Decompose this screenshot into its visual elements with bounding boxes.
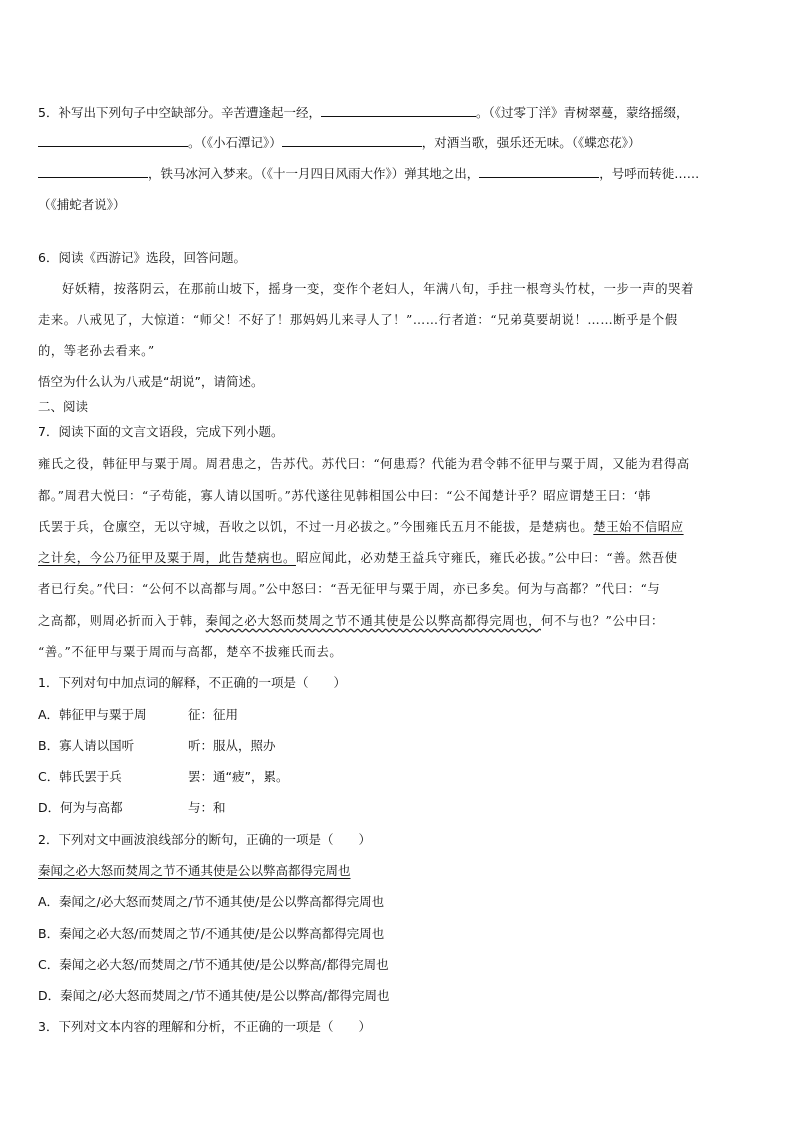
q5-text: ，号呼而转徙…… <box>599 166 700 181</box>
q5-line-1 <box>38 104 688 122</box>
passage-text: 昭应闻此，必劝楚王益兵守雍氏，雍氏必拔。”公中曰：“善。然吾使 <box>295 551 678 565</box>
underlined-sentence: 之计矣，今公乃征甲及粟于周，此告楚病也。 <box>38 551 296 565</box>
q6-passage-line: 的，等老孙去看来。” <box>38 344 155 358</box>
sub3-prompt: 3．下列对文本内容的理解和分析，不正确的一项是（ ） <box>38 1019 371 1034</box>
q5-citation: （《捕蛇者说》） <box>38 197 126 212</box>
answer-blank[interactable] <box>38 165 148 178</box>
passage-text: 氏罢于兵，仓廪空，无以守城，吾收之以饥，不过一月必拔之。”今围雍氏五月不能拔，是楚病也。 <box>38 520 594 534</box>
option-label: A．韩征甲与粟于周 <box>38 707 147 722</box>
option-d[interactable]: D．秦闻之/必大怒而焚周之/节不通其使/是公以弊高/都得完周也 <box>38 988 390 1003</box>
q7-prompt: 7．阅读下面的文言文语段，完成下列小题。 <box>38 424 284 439</box>
q5-text: ，对酒当歌，强乐还无味。（《蝶恋花》） <box>421 135 641 150</box>
option-a[interactable]: A．秦闻之/必大怒而焚周之/节不通其使/是公以弊高都得完周也 <box>38 894 385 909</box>
q5-text: ，铁马冰河入梦来。（《十一月四日风雨大作》）弹其地之出， <box>148 166 480 181</box>
sub2-prompt: 2．下列对文中画波浪线部分的断句，正确的一项是（ ） <box>38 832 371 847</box>
q6-passage-line: 好妖精，按落阴云，在那前山坡下，摇身一变，变作个老妇人，年满八旬，手拄一根弯头竹杖，一步一声的哭着 <box>62 282 694 296</box>
answer-blank[interactable] <box>38 134 188 147</box>
answer-blank[interactable] <box>282 134 422 147</box>
q5-text: 5．补写出下列句子中空缺部分。辛苦遭逢起一经， <box>38 105 321 120</box>
option-c[interactable]: C．秦闻之必大怒/而焚周之/节不通其使/是公以弊高/都得完周也 <box>38 957 389 972</box>
q5-text: 。（《过零丁洋》青树翠蔓，蒙络摇缀， <box>475 105 689 120</box>
option-label: B．寡人请以国听 <box>38 738 135 753</box>
option-definition: 与：和 <box>188 800 226 815</box>
q5-text: 。（《小石潭记》） <box>188 135 282 150</box>
option-a[interactable] <box>38 706 238 724</box>
sub2-sentence: 秦闻之必大怒而焚周之节不通其使是公以弊高都得完周也 <box>38 863 351 878</box>
option-definition: 听：服从，照办 <box>188 738 276 753</box>
option-label: D．何为与高都 <box>38 800 123 815</box>
option-c[interactable] <box>38 768 288 786</box>
option-d[interactable] <box>38 799 226 817</box>
option-definition: 罢：通“疲”，累。 <box>188 769 289 784</box>
q7-passage-line <box>38 549 678 567</box>
q7-passage-line: 雍氏之役，韩征甲与粟于周。周君患之，告苏代。苏代曰：“何患焉？代能为君令韩不征甲与粟于周，又能为君得高 <box>38 457 690 471</box>
answer-blank[interactable] <box>479 165 599 178</box>
q7-passage-line: “善。”不征甲与粟于周而与高都，楚卒不拔雍氏而去。 <box>38 645 343 659</box>
q6-question: 悟空为什么认为八戒是“胡说”，请简述。 <box>38 374 264 389</box>
section-heading: 二、阅读 <box>38 399 89 414</box>
option-label: C．韩氏罢于兵 <box>38 769 122 784</box>
q5-line-3 <box>38 165 699 183</box>
option-b[interactable]: B．秦闻之必大怒/而焚周之节/不通其使/是公以弊高都得完周也 <box>38 926 385 941</box>
passage-text: 何不与也？”公中曰： <box>541 614 664 628</box>
q6-prompt: 6．阅读《西游记》选段，回答问题。 <box>38 250 246 265</box>
option-b[interactable] <box>38 737 276 755</box>
q7-passage-line: 者已行矣。”代曰：“公何不以高都与周。”公中怒曰：“吾无征甲与粟于周，亦已多矣。何为与高都？”代曰：“与 <box>38 582 661 596</box>
q7-passage-line <box>38 518 684 536</box>
wavy-underlined-sentence: 秦闻之必大怒而焚周之节不通其使是公以弊高都得完周也， <box>205 614 541 628</box>
q5-line-2 <box>38 134 641 152</box>
option-definition: 征：征用 <box>188 707 239 722</box>
underlined-sentence: 楚王始不信昭应 <box>593 520 684 534</box>
sub2-sentence-line <box>38 862 351 880</box>
q6-passage-line: 走来。八戒见了，大惊道：“师父！不好了！那妈妈儿来寻人了！”……行者道：“兄弟莫要胡说！……断乎是个假 <box>38 313 678 327</box>
passage-text: 之高都，则周必折而入于韩， <box>38 614 206 628</box>
sub1-prompt: 1．下列对句中加点词的解释，不正确的一项是（ ） <box>38 675 346 690</box>
q7-passage-line: 都。”周君大悦曰：“子苟能，寡人请以国听。”苏代遂往见韩相国公中曰：“公不闻楚计乎？昭应谓楚王曰：‘韩 <box>38 489 652 503</box>
answer-blank[interactable] <box>321 104 476 117</box>
q7-passage-line <box>38 612 664 630</box>
